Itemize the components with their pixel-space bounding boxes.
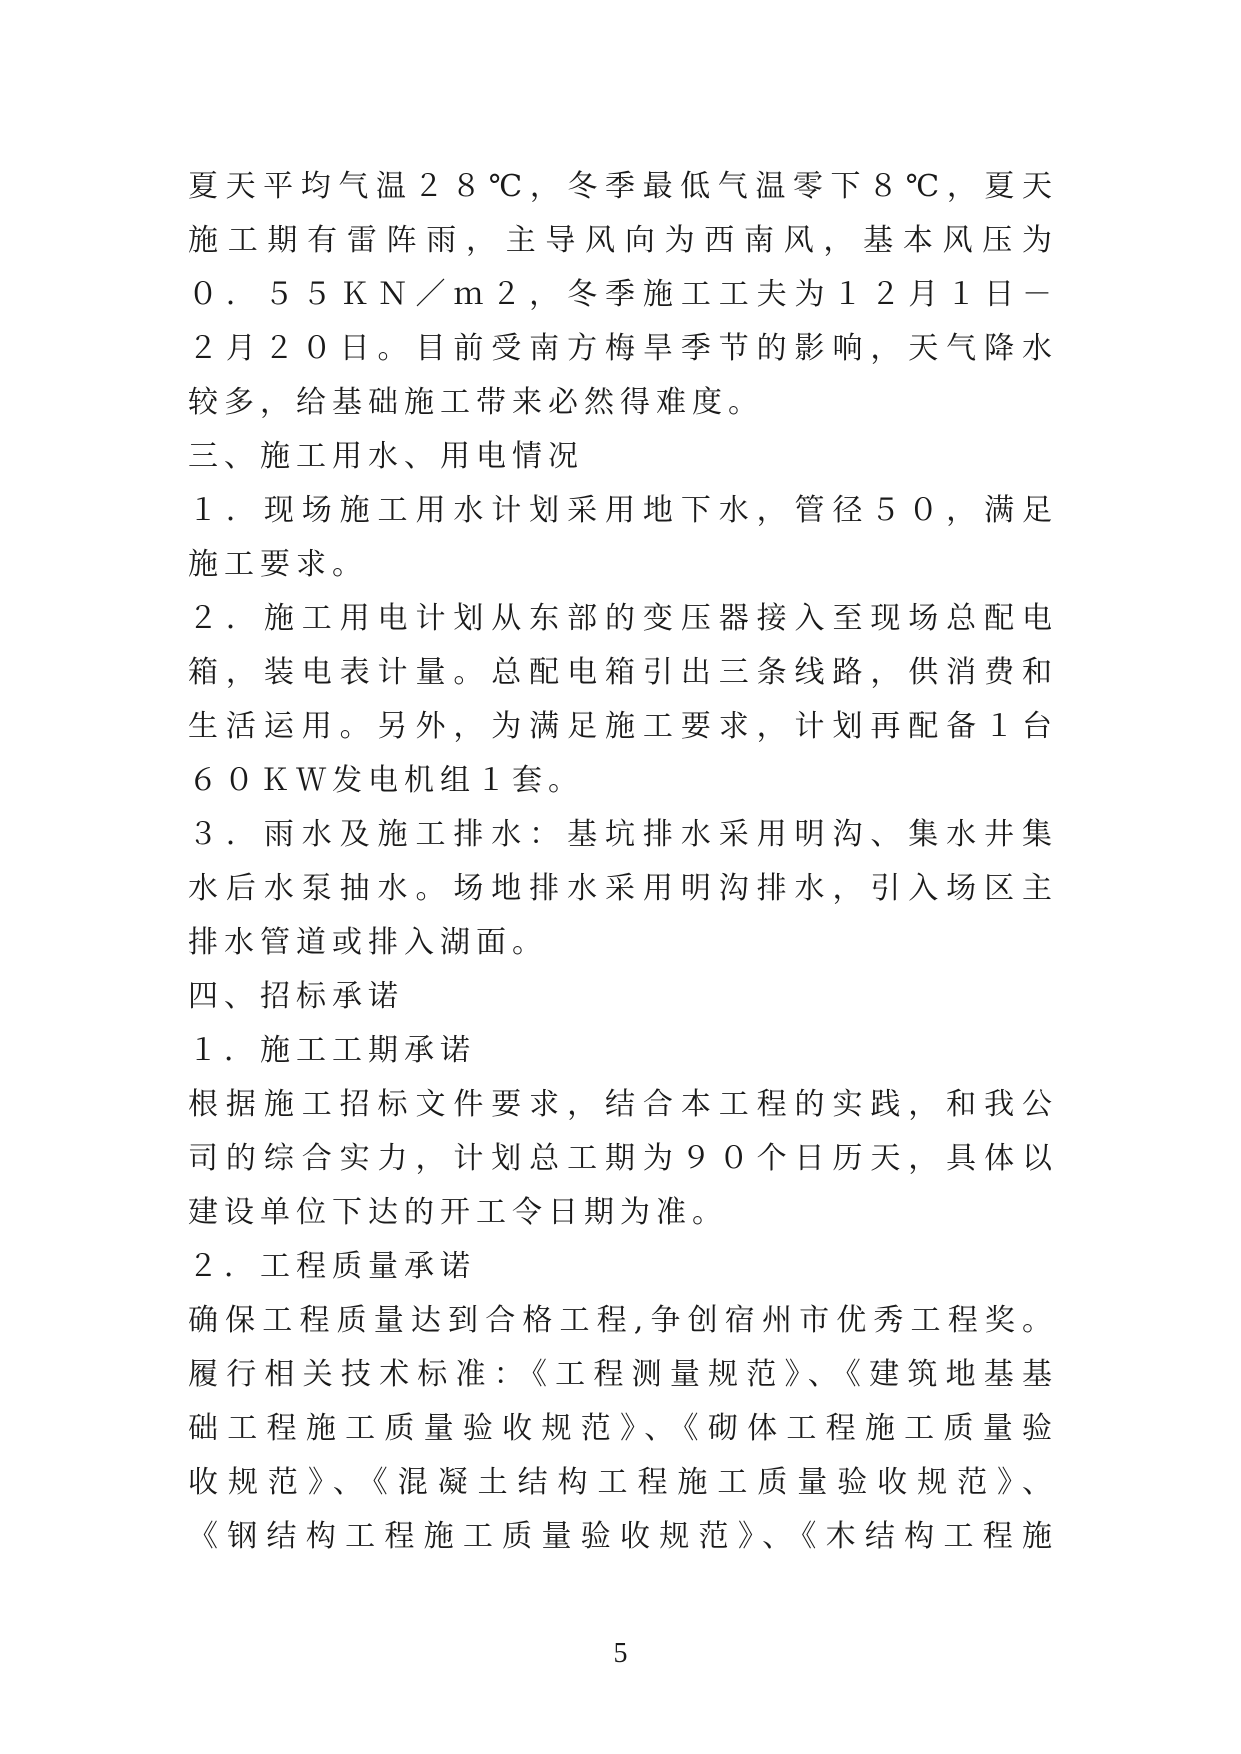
text-line: ０．５５ＫＮ／ｍ２，冬季施工工夫为１２月１日－ — [188, 277, 1058, 312]
body-text — [188, 160, 1058, 1564]
text-line: ２月２０日。目前受南方梅旱季节的影响，天气降水 — [188, 331, 1058, 366]
text-line: 排水管道或排入湖面。 — [188, 925, 548, 960]
text-line: 根据施工招标文件要求，结合本工程的实践，和我公 — [188, 1087, 1058, 1122]
page-number: 5 — [613, 1638, 628, 1669]
text-line: 施工要求。 — [188, 547, 368, 582]
text-line: 收规范》、《混凝土结构工程施工质量验收规范》、 — [188, 1465, 1058, 1500]
text-line: 履行相关技术标准：《工程测量规范》、《建筑地基基 — [188, 1357, 1058, 1392]
text-line: 建设单位下达的开工令日期为准。 — [188, 1195, 728, 1230]
text-line: ３．雨水及施工排水：基坑排水采用明沟、集水井集 — [188, 817, 1058, 852]
text-line: １．现场施工用水计划采用地下水，管径５０，满足 — [188, 493, 1058, 528]
section-heading: 三、施工用水、用电情况 — [188, 439, 584, 474]
text-line: ６０ＫＷ发电机组１套。 — [188, 763, 584, 798]
text-line: 确保工程质量达到合格工程,争创宿州市优秀工程奖。 — [188, 1303, 1058, 1338]
text-line: 施工期有雷阵雨，主导风向为西南风，基本风压为 — [188, 223, 1058, 258]
text-line: 较多，给基础施工带来必然得难度。 — [188, 385, 764, 420]
text-line: 础工程施工质量验收规范》、《砌体工程施工质量验 — [188, 1411, 1058, 1446]
text-line: 《钢结构工程施工质量验收规范》、《木结构工程施 — [188, 1519, 1058, 1554]
text-line: 司的综合实力，计划总工期为９０个日历天，具体以 — [188, 1141, 1058, 1176]
section-heading: 四、招标承诺 — [188, 979, 404, 1014]
text-line: ２．施工用电计划从东部的变压器接入至现场总配电 — [188, 601, 1058, 636]
text-line: 夏天平均气温２８℃，冬季最低气温零下８℃，夏天 — [188, 169, 1058, 204]
text-line: 水后水泵抽水。场地排水采用明沟排水，引入场区主 — [188, 871, 1058, 906]
text-line: 生活运用。另外，为满足施工要求，计划再配备１台 — [188, 709, 1058, 744]
text-line: 箱，装电表计量。总配电箱引出三条线路，供消费和 — [188, 655, 1058, 690]
subsection-heading: １．施工工期承诺 — [188, 1033, 476, 1068]
subsection-heading: ２．工程质量承诺 — [188, 1249, 476, 1284]
